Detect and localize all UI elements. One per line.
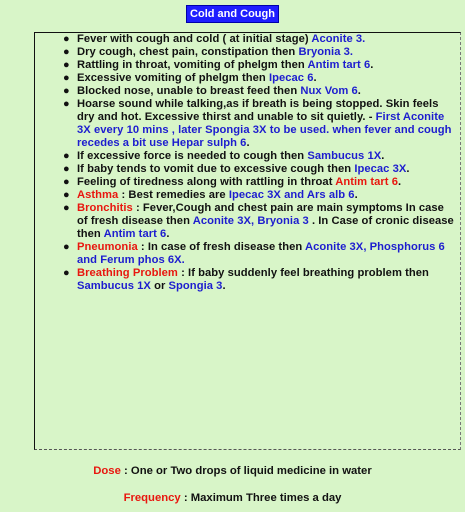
list-item — [35, 241, 462, 267]
list-item — [35, 72, 462, 85]
list-item — [35, 33, 462, 46]
item-text: Sambucus 1X — [77, 280, 151, 292]
list-item — [35, 98, 462, 150]
item-text: Bronchitis — [77, 202, 133, 214]
item-text: Feeling of tiredness along with rattling in throat — [77, 176, 336, 188]
item-text: Aconite 3. — [311, 33, 366, 45]
item-text: Blocked nose, unable to breast feed then — [77, 85, 301, 97]
item-text: First Aconite 3X every 10 mins , later Spongia 3X to be used. when fever and cough recedes a bit use Hepar sulph 6 — [77, 111, 452, 149]
item-text: Aconite 3X, Bryonia 3 — [192, 215, 309, 227]
item-text: Ipecac 3X and Ars alb 6 — [228, 189, 355, 201]
list-item — [35, 150, 462, 163]
item-text: Ipecac 6 — [268, 72, 314, 84]
list-item — [35, 202, 462, 241]
item-text: . — [246, 137, 250, 149]
item-text: Nux Vom 6 — [300, 85, 358, 97]
item-text: . — [222, 280, 226, 292]
bullet-icon: ● — [63, 267, 70, 279]
frequency-line — [0, 492, 465, 504]
list-item — [35, 163, 462, 176]
dose-line — [0, 465, 465, 477]
bullet-icon: ● — [63, 98, 70, 110]
item-text: . — [397, 176, 402, 188]
item-text: Asthma — [77, 189, 119, 201]
frequency-label: Frequency — [123, 492, 181, 504]
item-text: Rattling in throat, vomiting of phelgm then — [77, 59, 308, 71]
bullet-icon: ● — [63, 176, 70, 188]
list-item — [35, 85, 462, 98]
item-text: . — [166, 228, 170, 240]
dose-text: : One or Two drops of liquid medicine in water — [120, 465, 372, 477]
item-text: : If baby suddenly feel breathing problem then — [177, 267, 429, 279]
item-text: . — [370, 59, 374, 71]
list-item — [35, 59, 462, 72]
item-text: Antim tart 6 — [307, 59, 371, 71]
item-text: If excessive force is needed to cough then — [77, 150, 308, 162]
item-text: . — [313, 72, 317, 84]
item-text: : Fever,Cough and chest pain are main symptoms In case of fresh disease then — [77, 202, 444, 227]
item-text: . — [354, 189, 358, 201]
dose-label: Dose — [93, 465, 121, 477]
remedies-box — [34, 32, 461, 450]
bullet-icon: ● — [63, 163, 70, 175]
list-item — [35, 176, 462, 189]
item-text: Hoarse sound while talking,as if breath is being stopped. Skin feels dry and hot. Excessive thirst and unable to sit quietly. - — [77, 98, 439, 123]
item-text: Ipecac 3X — [354, 163, 407, 175]
list-item — [35, 189, 462, 202]
item-text: Aconite 3X, Phosphorus 6 and Ferum phos 6X. — [77, 241, 445, 266]
list-item — [35, 267, 462, 293]
frequency-text: : Maximum Three times a day — [180, 492, 342, 504]
item-text: If baby tends to vomit due to excessive cough then — [77, 163, 355, 175]
remedies-list — [35, 33, 462, 293]
title-wrap — [0, 4, 465, 23]
item-text: : In case of fresh disease then — [137, 241, 305, 253]
bullet-icon: ● — [63, 46, 70, 58]
item-text: Breathing Problem — [77, 267, 178, 279]
bullet-icon: ● — [63, 59, 70, 71]
item-text: Sambucus 1X — [307, 150, 382, 162]
list-item — [35, 46, 462, 59]
bullet-icon: ● — [63, 85, 70, 97]
item-text: . — [406, 163, 410, 175]
item-text: Fever with cough and cold ( at initial stage) — [77, 33, 312, 45]
item-text: Spongia 3 — [168, 280, 223, 292]
item-text: . In Case of cronic disease then — [77, 215, 454, 240]
item-text: : Best remedies are — [118, 189, 229, 201]
item-text: Antim tart 6 — [335, 176, 398, 188]
bullet-icon: ● — [63, 189, 70, 201]
bullet-icon: ● — [63, 202, 70, 214]
bullet-icon: ● — [63, 72, 70, 84]
item-text: or — [150, 280, 169, 292]
item-text: Pneumonia — [77, 241, 138, 253]
item-text: Excessive vomiting of phelgm then — [77, 72, 269, 84]
bullet-icon: ● — [63, 33, 70, 45]
item-text: Dry cough, chest pain, constipation then — [77, 46, 299, 58]
bullet-icon: ● — [63, 241, 70, 253]
item-text: . — [357, 85, 361, 97]
page-title: Cold and Cough — [186, 5, 279, 23]
item-text: . — [381, 150, 385, 162]
item-text: Bryonia 3. — [298, 46, 354, 58]
bullet-icon: ● — [63, 150, 70, 162]
item-text: Antim tart 6 — [103, 228, 167, 240]
